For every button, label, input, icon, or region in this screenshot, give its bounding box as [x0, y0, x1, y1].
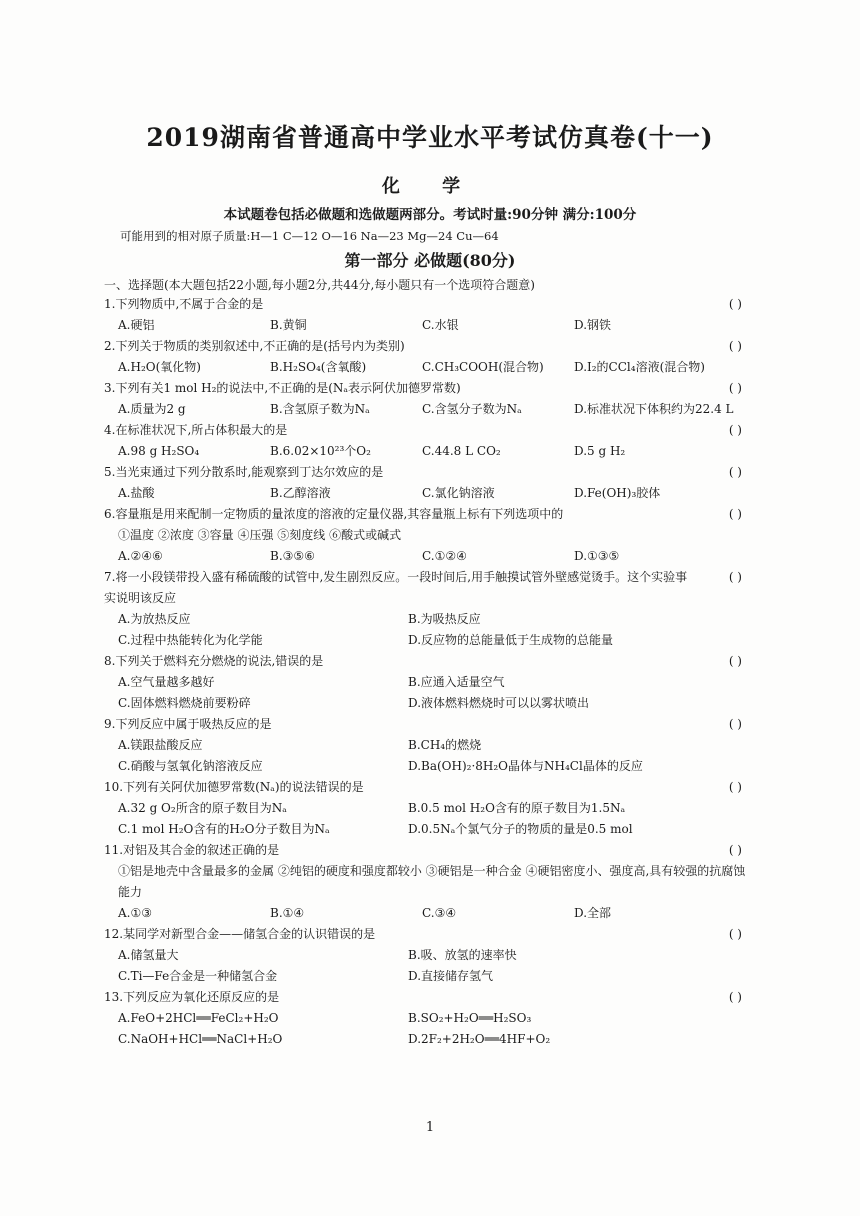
question-stem: 10.下列有关阿伏加德罗常数(Nₐ)的说法错误的是 [104, 780, 364, 794]
question-stem: 4.在标准状况下,所占体积最大的是 [104, 423, 288, 437]
question [104, 504, 752, 567]
option: A.空气量越多越好 [118, 675, 215, 689]
options [104, 672, 752, 714]
options [104, 546, 752, 567]
question [104, 420, 752, 462]
exam-intro: 本试题卷包括必做题和选做题两部分。考试时量:90分钟 满分:100分 [223, 207, 637, 223]
option: C.Ti—Fe合金是一种储氢合金 [118, 969, 278, 983]
question [104, 840, 752, 924]
question [104, 378, 752, 420]
option: C.1 mol H₂O含有的H₂O分子数目为Nₐ [118, 822, 330, 836]
section-one-heading: 一、选择题(本大题包括22小题,每小题2分,共44分,每小题只有一个选项符合题意) [104, 278, 535, 292]
answer-bracket: ( ) [728, 297, 742, 311]
option: D.标准状况下体积约为22.4 L [574, 402, 734, 416]
answer-bracket: ( ) [728, 381, 742, 395]
options [104, 609, 752, 651]
option: C.固体燃料燃烧前要粉碎 [118, 696, 251, 710]
answer-bracket: ( ) [728, 717, 742, 731]
option: A.储氢量大 [118, 948, 179, 962]
option: A.FeO+2HCl══FeCl₂+H₂O [118, 1011, 279, 1025]
option: D.直接储存氢气 [408, 969, 494, 983]
option: A.H₂O(氧化物) [118, 360, 201, 374]
option: B.CH₄的燃烧 [408, 738, 482, 752]
option: B.6.02×10²³个O₂ [270, 444, 371, 458]
option: B.SO₂+H₂O══H₂SO₃ [408, 1011, 532, 1025]
option: D.①③⑤ [574, 549, 620, 563]
options [104, 441, 752, 462]
options [104, 315, 752, 336]
options [104, 735, 752, 777]
option: D.0.5Nₐ个氯气分子的物质的量是0.5 mol [408, 822, 633, 836]
option: A.32 g O₂所含的原子数目为Nₐ [118, 801, 287, 815]
option: C.①②④ [422, 549, 467, 563]
option: B.应通入适量空气 [408, 675, 505, 689]
option: D.Fe(OH)₃胶体 [574, 486, 661, 500]
atomic-masses: 可能用到的相对原子质量:H—1 C—12 O—16 Na—23 Mg—24 Cu—64 [120, 229, 499, 243]
question [104, 462, 752, 504]
option: C.过程中热能转化为化学能 [118, 633, 263, 647]
option: A.②④⑥ [118, 549, 163, 563]
option: B.吸、放氢的速率快 [408, 948, 517, 962]
options [104, 798, 752, 840]
options [104, 1008, 752, 1050]
answer-bracket: ( ) [728, 990, 742, 1004]
question-stem: 6.容量瓶是用来配制一定物质的量浓度的溶液的定量仪器,其容量瓶上标有下列选项中的 [104, 507, 564, 521]
question-stem: 11.对铝及其合金的叙述正确的是 [104, 843, 280, 857]
option: C.③④ [422, 906, 457, 920]
option: B.含氢原子数为Nₐ [270, 402, 370, 416]
question-stem: 2.下列关于物质的类别叙述中,不正确的是(括号内为类别) [104, 339, 405, 353]
option: D.液体燃料燃烧时可以以雾状喷出 [408, 696, 590, 710]
question [104, 567, 752, 651]
subject-heading: 化 学 [381, 176, 479, 197]
option: B.为吸热反应 [408, 612, 481, 626]
answer-bracket: ( ) [728, 423, 742, 437]
part-one-heading: 第一部分 必做题(80分) [344, 251, 516, 270]
option: D.全部 [574, 906, 612, 920]
question-stem: 1.下列物质中,不属于合金的是 [104, 297, 264, 311]
question [104, 714, 752, 777]
option: C.NaOH+HCl══NaCl+H₂O [118, 1032, 283, 1046]
option: B.0.5 mol H₂O含有的原子数目为1.5Nₐ [408, 801, 626, 815]
options [104, 357, 752, 378]
option: D.反应物的总能量低于生成物的总能量 [408, 633, 614, 647]
option: C.含氢分子数为Nₐ [422, 402, 522, 416]
option: B.H₂SO₄(含氧酸) [270, 360, 367, 374]
answer-bracket: ( ) [728, 339, 742, 353]
question [104, 336, 752, 378]
page-title: 2019湖南省普通高中学业水平考试仿真卷(十一) [146, 123, 714, 152]
answer-bracket: ( ) [728, 654, 742, 668]
question-stem: 8.下列关于燃料充分燃烧的说法,错误的是 [104, 654, 324, 668]
options [104, 903, 752, 924]
option: A.镁跟盐酸反应 [118, 738, 203, 752]
option: D.2F₂+2H₂O══4HF+O₂ [408, 1032, 551, 1046]
options [104, 483, 752, 504]
option: B.①④ [270, 906, 305, 920]
option: B.③⑤⑥ [270, 549, 315, 563]
answer-bracket: ( ) [728, 780, 742, 794]
option: A.硬铝 [118, 318, 155, 332]
option: D.5 g H₂ [574, 444, 626, 458]
question [104, 924, 752, 987]
answer-bracket: ( ) [728, 843, 742, 857]
option: C.水银 [422, 318, 459, 332]
question-stem: 12.某同学对新型合金——储氢合金的认识错误的是 [104, 927, 376, 941]
option: C.44.8 L CO₂ [422, 444, 501, 458]
answer-bracket: ( ) [728, 927, 742, 941]
options [104, 399, 752, 420]
option: B.乙醇溶液 [270, 486, 331, 500]
answer-bracket: ( ) [728, 465, 742, 479]
option: C.CH₃COOH(混合物) [422, 360, 544, 374]
question-list [104, 294, 752, 1050]
question-stem: 3.下列有关1 mol H₂的说法中,不正确的是(Nₐ表示阿伏加德罗常数) [104, 381, 461, 395]
option: C.氯化钠溶液 [422, 486, 495, 500]
question [104, 777, 752, 840]
option: D.I₂的CCl₄溶液(混合物) [574, 360, 705, 374]
option: D.Ba(OH)₂·8H₂O晶体与NH₄Cl晶体的反应 [408, 759, 643, 773]
option: C.硝酸与氢氧化钠溶液反应 [118, 759, 263, 773]
option: D.钢铁 [574, 318, 612, 332]
question-stem: 13.下列反应为氧化还原反应的是 [104, 990, 280, 1004]
option: A.①③ [118, 906, 152, 920]
option: A.盐酸 [118, 486, 155, 500]
option: A.质量为2 g [118, 402, 186, 416]
option: A.为放热反应 [118, 612, 191, 626]
question [104, 651, 752, 714]
options [104, 945, 752, 987]
question-items: ①铝是地壳中含量最多的金属 ②纯铝的硬度和强度都较小 ③硬铝是一种合金 ④硬铝密度小、强度高,具有较强的抗腐蚀能力 [118, 864, 746, 899]
question [104, 294, 752, 336]
answer-bracket: ( ) [728, 570, 742, 584]
question-stem: 9.下列反应中属于吸热反应的是 [104, 717, 272, 731]
option: B.黄铜 [270, 318, 307, 332]
question [104, 987, 752, 1050]
question-stem: 5.当光束通过下列分散系时,能观察到丁达尔效应的是 [104, 465, 384, 479]
option: A.98 g H₂SO₄ [118, 444, 200, 458]
question-stem: 7.将一小段镁带投入盛有稀硫酸的试管中,发生剧烈反应。一段时间后,用手触摸试管外壁感觉烫手。这个实验事实说明该反应 [104, 570, 688, 605]
answer-bracket: ( ) [728, 507, 742, 521]
question-items: ①温度 ②浓度 ③容量 ④压强 ⑤刻度线 ⑥酸式或碱式 [118, 528, 402, 542]
page-number: 1 [425, 1120, 435, 1135]
